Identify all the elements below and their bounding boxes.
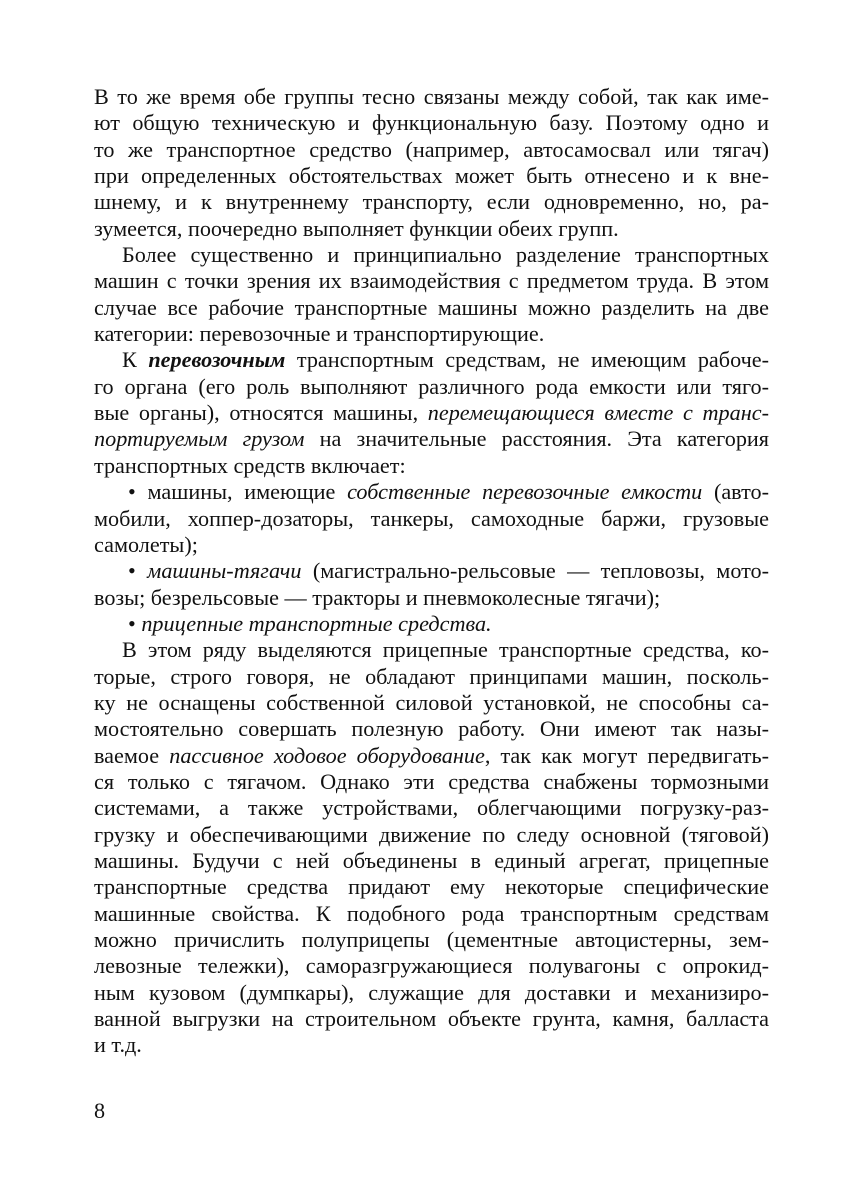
text-line: самолеты);: [94, 531, 198, 557]
text-run: ваемое: [94, 742, 170, 768]
text-line: [94, 479, 769, 505]
text-line: то же транспортное средство (например, автосамосвал или тягач): [94, 136, 769, 162]
term-italic: машины-тягачи: [147, 558, 302, 584]
text-line: [94, 743, 769, 769]
text-line: при определенных обстоятельствах может быть отнесено и к вне-: [94, 163, 769, 189]
text-line: ку не оснащены собственной силовой установкой, не способны са-: [94, 689, 769, 715]
term-italic: пассивное ходовое оборудование: [169, 742, 485, 768]
bullet-marker: •: [128, 479, 136, 505]
bullet-marker: •: [128, 610, 136, 636]
text-line: категории: перевозочные и транспортирующие.: [94, 321, 545, 347]
text-line: машины. Будучи с ней объединены в единый агрегат, прицепные: [94, 847, 769, 873]
text-line: шнему, и к внутреннему транспорту, если одновременно, но, ра-: [94, 189, 769, 215]
paragraph-2: [94, 242, 769, 347]
text-line: [94, 558, 769, 584]
paragraph-3: [94, 347, 769, 479]
text-line: [94, 426, 769, 452]
text-line: можно причислить полуприцепы (цементные автоцистерны, зем-: [94, 927, 769, 952]
text-line: торые, строго говоря, не обладают принципами машин, посколь-: [94, 663, 769, 689]
text-line: левозные тележки), саморазгружающиеся полувагоны с опрокид-: [94, 953, 769, 979]
text-line: грузку и обеспечивающими движение по следу основной (тяговой): [94, 821, 769, 847]
bullet-item-1: [94, 479, 769, 558]
text-line: го органа (его роль выполняют различного рода емкости или тяго-: [94, 373, 769, 399]
text-line: машинные свойства. К подобного рода транспортным средствам: [94, 900, 769, 926]
text-line: Более существенно и принципиально разделение транспортных: [122, 242, 769, 268]
text-line: возы; безрельсовые — тракторы и пневмоколесные тягачи);: [94, 584, 661, 610]
text-line: машин с точки зрения их взаимодействия с предметом труда. В этом: [94, 268, 769, 294]
text-run: на значительные расстояния. Эта категория: [304, 426, 769, 452]
text-run: (авто-: [702, 479, 769, 505]
text-run: (магистрально-рельсовые — тепловозы, мото-: [301, 558, 770, 584]
text-line: мостоятельно совершать полезную работу. Они имеют так назы-: [94, 716, 769, 742]
term-italic: перемещающиеся вместе с транс-: [427, 400, 769, 426]
paragraph-4: [94, 637, 769, 1059]
text-line: [94, 347, 769, 373]
text-line: случае все рабочие транспортные машины можно разделить на две: [94, 294, 769, 320]
text-line: ным кузовом (думпкары), служащие для доставки и механизиро-: [94, 979, 769, 1005]
text-line: [94, 611, 769, 637]
text-line: и т.д.: [94, 1032, 142, 1058]
text-line: ют общую техническую и функциональную базу. Поэтому одно и: [94, 110, 769, 136]
text-line: В то же время обе группы тесно связаны между собой, так как име-: [94, 84, 769, 109]
text-line: транспортные средства придают ему некоторые специфические: [94, 874, 769, 900]
text-run: К: [122, 347, 149, 373]
text-line: мобили, хоппер-дозаторы, танкеры, самоходные баржи, грузовые: [94, 505, 769, 531]
term-bold-italic: перевозочным: [148, 347, 286, 373]
paragraph-1: [94, 84, 769, 242]
bullet-marker: •: [128, 558, 136, 584]
text-line: В этом ряду выделяются прицепные транспортные средства, ко-: [122, 637, 769, 663]
text-line: ся только с тягачом. Однако эти средства снабжены тормозными: [94, 768, 769, 794]
text-line: системами, а также устройствами, облегчающими погрузку-раз-: [94, 795, 769, 821]
text-line: транспортных средств включает:: [94, 452, 406, 478]
text-run: вые органы), относятся машины,: [94, 400, 428, 426]
text-run: транспортным средствам, не имеющим рабоче-: [285, 347, 769, 373]
page-number: 8: [94, 1098, 106, 1123]
text-line: [94, 400, 769, 426]
text-run: , так как могут передвигать-: [484, 742, 769, 768]
text-run: машины, имеющие: [135, 479, 348, 505]
term-italic: портируемым грузом: [94, 426, 305, 452]
term-italic: прицепные транспортные средства.: [141, 610, 492, 636]
bullet-item-3: [94, 611, 769, 637]
text-line: зумеется, поочередно выполняет функции обеих групп.: [94, 215, 619, 241]
text-line: ванной выгрузки на строительном объекте грунта, камня, балласта: [94, 1006, 769, 1032]
page-body: [94, 84, 769, 1059]
bullet-item-2: [94, 558, 769, 611]
term-italic: собственные перевозочные емкости: [347, 479, 703, 505]
